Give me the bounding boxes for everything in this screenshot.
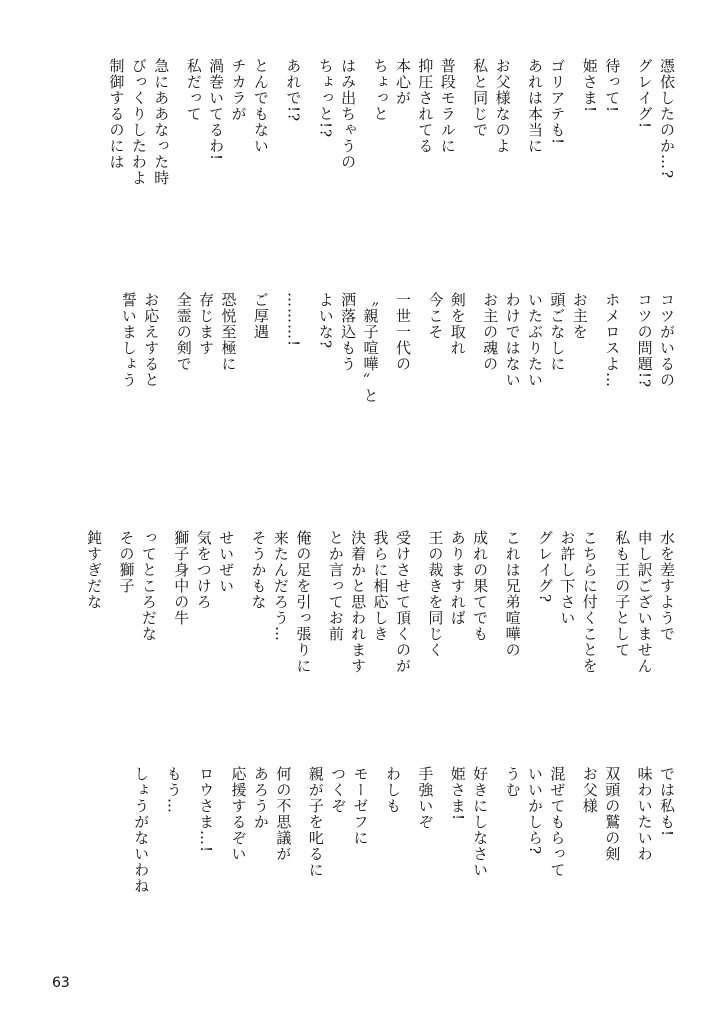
- dialogue-line: モーゼフに: [351, 766, 370, 846]
- dialogue-line: 恐悦至極に: [219, 292, 238, 372]
- dialogue-line: 混ぜてもらって: [548, 766, 567, 878]
- dialogue-line: ちょっと!?: [316, 58, 335, 139]
- dialogue-line: うむ: [503, 766, 522, 798]
- dialogue-line: 渦巻いてるわ!: [207, 58, 226, 162]
- dialogue-line: 成れの果てでも: [471, 530, 490, 642]
- dialogue-block-row4: [130, 766, 678, 894]
- dialogue-line: わけではない: [503, 292, 522, 388]
- dialogue-line: 俺の足を引っ張りに: [294, 530, 313, 674]
- dialogue-line: とか言ってお前: [326, 530, 345, 642]
- dialogue-line: お父様なのよ: [493, 58, 512, 154]
- dialogue-line: 何の不思議が: [274, 766, 293, 862]
- dialogue-line: コツがいるの: [658, 292, 676, 388]
- dialogue-line: 応援するぞい: [229, 766, 248, 862]
- dialogue-line: わしも: [383, 766, 402, 814]
- dialogue-line: 全霊の剣で: [174, 292, 193, 372]
- dialogue-line: 親が子を叱るに: [306, 766, 325, 878]
- dialogue-line: 来たんだろう…: [271, 530, 290, 642]
- dialogue-line: 洒落込もう: [339, 292, 358, 372]
- dialogue-line: 抑圧されてる: [416, 58, 435, 154]
- dialogue-line: 受けさせて頂くのが: [393, 530, 412, 674]
- dialogue-line: 水を差すようで: [658, 530, 676, 642]
- dialogue-line: 本心が: [393, 58, 412, 106]
- dialogue-line: 味わいたいわ: [635, 766, 654, 862]
- dialogue-line: 鈍すぎだな: [85, 530, 104, 610]
- dialogue-line: 剣を取れ: [448, 292, 467, 356]
- dialogue-line: 制御するのには: [107, 58, 126, 170]
- dialogue-line: あれで!?: [284, 58, 303, 123]
- dialogue-line: では私も!: [658, 766, 676, 838]
- dialogue-line: しょうがないわね: [132, 766, 151, 894]
- dialogue-line: そうかもな: [249, 530, 268, 610]
- dialogue-line: つくぞ: [329, 766, 348, 814]
- dialogue-line: ちょっと: [371, 58, 390, 122]
- dialogue-line: 誓いましょう: [119, 292, 138, 388]
- dialogue-line: 待って!: [603, 58, 622, 114]
- dialogue-line: あれは本当に: [525, 58, 544, 154]
- dialogue-line: 獅子身中の牛: [172, 530, 191, 626]
- dialogue-line: お主の魂の: [481, 292, 500, 372]
- dialogue-line: こちらに付くことを: [580, 530, 599, 674]
- dialogue-line: もう…: [164, 766, 183, 814]
- dialogue-line: いいかしら?: [525, 766, 544, 856]
- dialogue-line: 手強いぞ: [416, 766, 435, 830]
- dialogue-line: ホメロスよ…: [603, 292, 622, 388]
- dialogue-line: その獅子: [117, 530, 136, 594]
- dialogue-line: ご厚遇: [251, 292, 270, 340]
- dialogue-line: ゴリアテも!: [548, 58, 567, 146]
- dialogue-line: チカラが: [229, 58, 248, 122]
- dialogue-line: ロウさま…!: [197, 766, 216, 854]
- dialogue-line: お父様: [580, 766, 599, 814]
- dialogue-line: 私だって: [184, 58, 203, 122]
- dialogue-line: コツの問題!?: [635, 292, 654, 389]
- dialogue-line: 今こそ: [426, 292, 445, 340]
- dialogue-line: はみ出ちゃうの: [339, 58, 358, 170]
- dialogue-block-row1: [95, 58, 678, 186]
- dialogue-line: 王の裁きを同じく: [426, 530, 445, 658]
- dialogue-line: よいな?: [316, 292, 335, 350]
- dialogue-line: グレイグ?: [535, 530, 554, 604]
- dialogue-line: お応えすると: [142, 292, 161, 388]
- dialogue-block-row3: [83, 530, 678, 674]
- dialogue-line: 普段モラルに: [438, 58, 457, 154]
- dialogue-line: 姫さま!: [580, 58, 599, 114]
- dialogue-block-row2: [117, 292, 678, 404]
- dialogue-line: 急にああなった時: [152, 58, 171, 186]
- dialogue-line: 存じます: [197, 292, 216, 356]
- dialogue-line: 姫さま!: [448, 766, 467, 822]
- dialogue-line: いたぶりたい: [525, 292, 544, 388]
- dialogue-line: 一世一代の: [393, 292, 412, 372]
- dialogue-line: 頭ごなしに: [548, 292, 567, 372]
- dialogue-line: お主を: [570, 292, 589, 340]
- dialogue-line: 我らに相応しき: [371, 530, 390, 642]
- dialogue-line: ありますれば: [448, 530, 467, 626]
- dialogue-line: 申し訳ございません: [635, 530, 654, 674]
- dialogue-line: 憑依したのか…?: [658, 58, 676, 180]
- dialogue-line: 好きにしなさい: [471, 766, 490, 878]
- dialogue-line: これは兄弟喧嘩の: [503, 530, 522, 658]
- dialogue-line: 〝親子喧嘩〟と: [361, 292, 380, 404]
- dialogue-line: せいぜい: [217, 530, 236, 594]
- dialogue-line: お許し下さい: [558, 530, 577, 626]
- dialogue-line: 双頭の鷲の剣: [603, 766, 622, 862]
- dialogue-line: びっくりしたわよ: [129, 58, 148, 186]
- dialogue-line: ってところだな: [139, 530, 158, 642]
- dialogue-line: 私と同じで: [471, 58, 490, 138]
- dialogue-line: 気をつけろ: [194, 530, 213, 610]
- dialogue-line: 決着かと思われます: [349, 530, 368, 674]
- dialogue-line: とんでもない: [251, 58, 270, 154]
- dialogue-line: 私も王の子として: [613, 530, 632, 658]
- dialogue-line: ………!: [284, 292, 303, 348]
- dialogue-line: あろうか: [251, 766, 270, 830]
- page-number: 63: [52, 975, 70, 991]
- dialogue-line: グレイグ!: [635, 58, 654, 130]
